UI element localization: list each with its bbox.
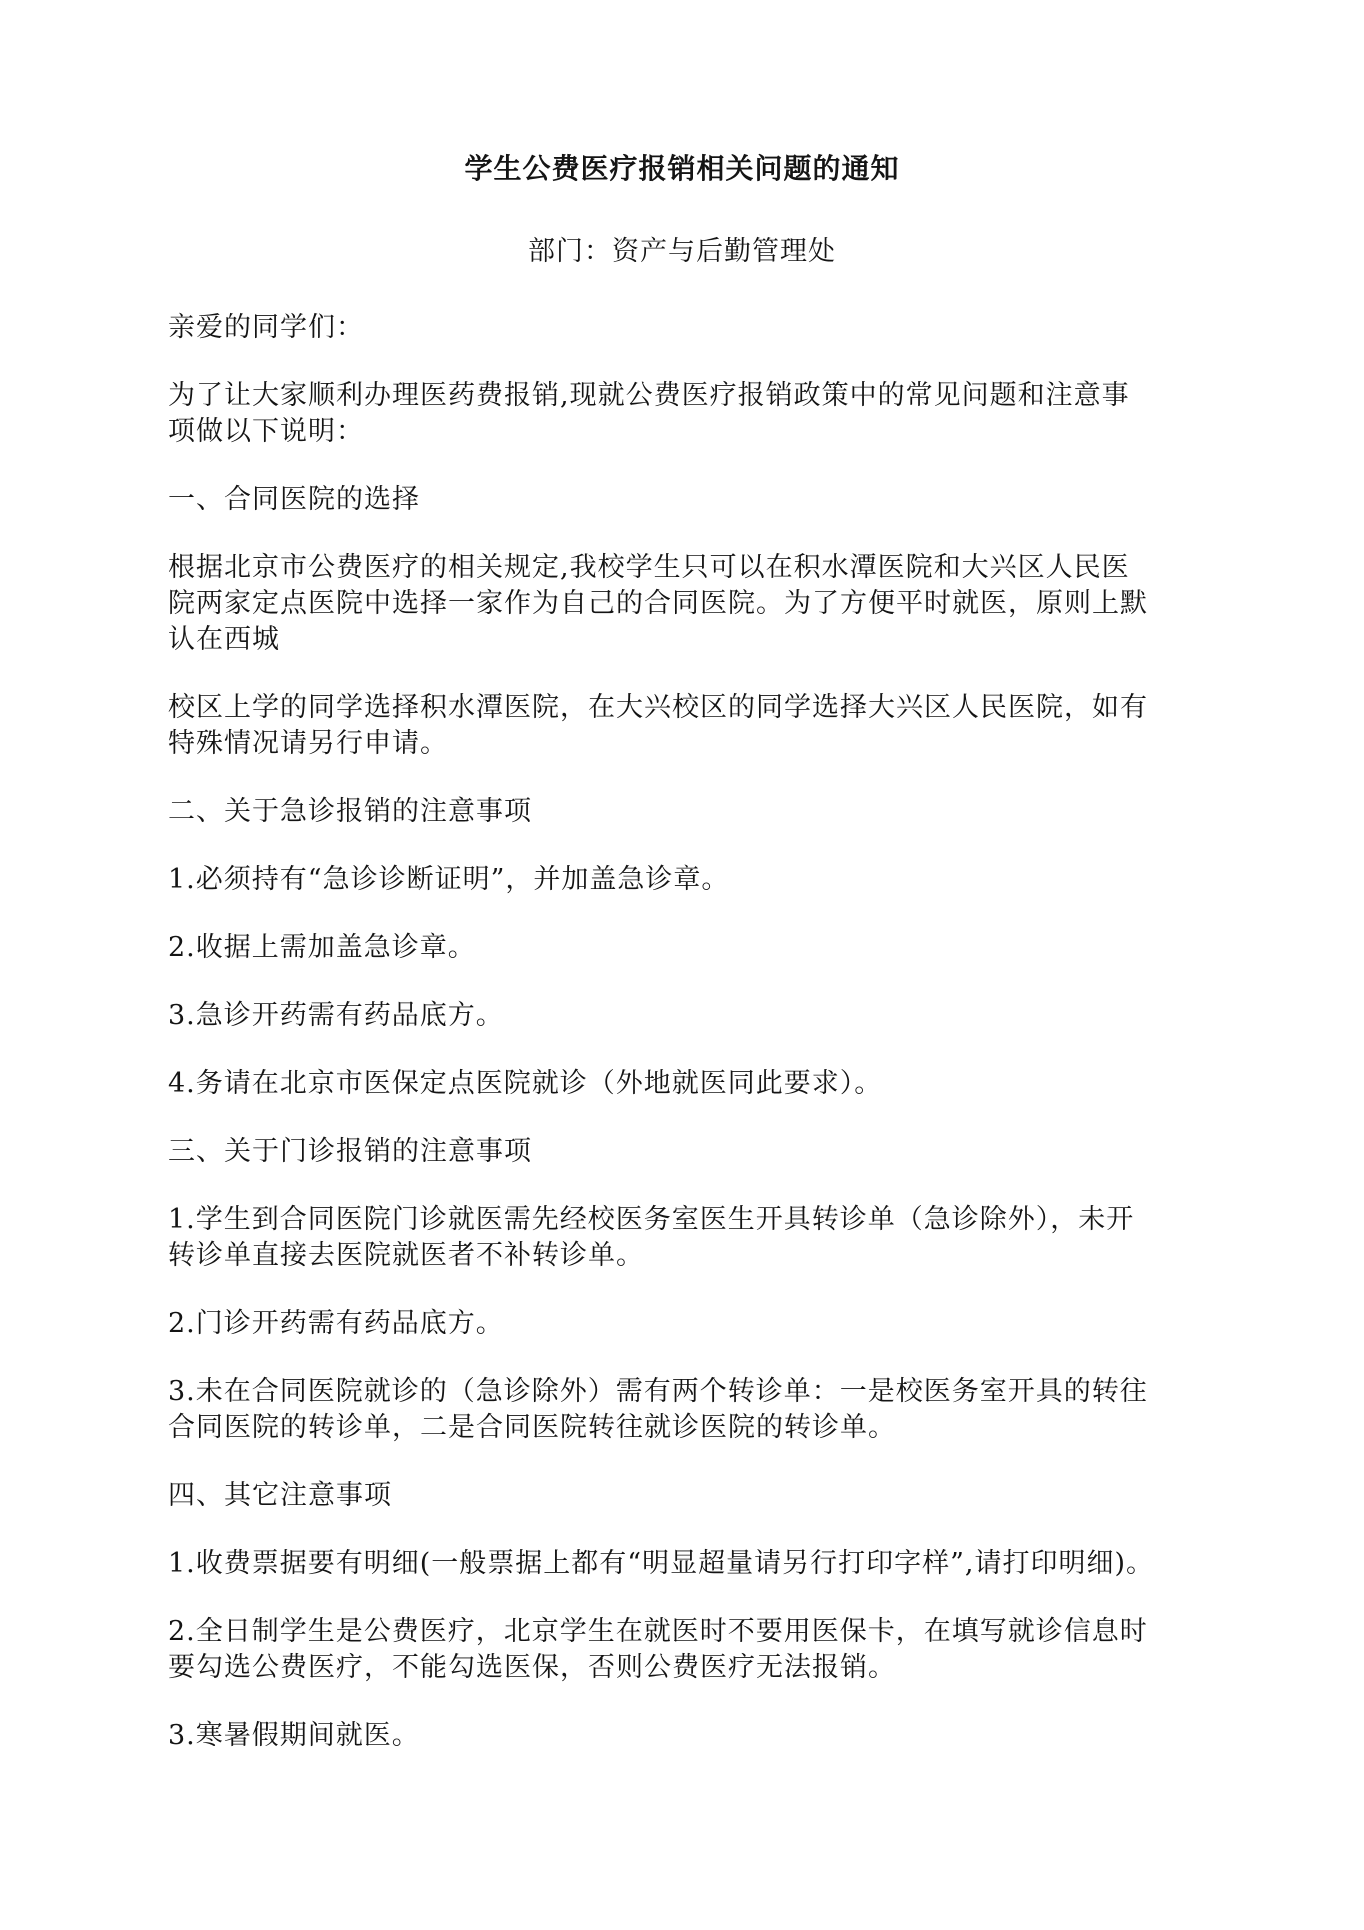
- text-line: 二、关于急诊报销的注意事项: [168, 796, 532, 827]
- paragraph: [168, 1306, 1196, 1342]
- text-line: 要勾选公费医疗，不能勾选医保，否则公费医疗无法报销。: [168, 1652, 896, 1683]
- paragraph: [168, 1066, 1196, 1102]
- text-line: 项做以下说明：: [168, 416, 364, 447]
- text-line: 院两家定点医院中选择一家作为自己的合同医院。为了方便平时就医，原则上默: [168, 588, 1148, 619]
- paragraph: [168, 1478, 1196, 1514]
- text-line: 三、关于门诊报销的注意事项: [168, 1136, 532, 1167]
- text-line: 1.必须持有“急诊诊断证明”，并加盖急诊章。: [168, 864, 730, 895]
- text-line: 3.寒暑假期间就医。: [168, 1720, 420, 1751]
- document-title: 学生公费医疗报销相关问题的通知: [464, 152, 900, 185]
- text-line: 校区上学的同学选择积水潭医院，在大兴校区的同学选择大兴区人民医院，如有: [168, 692, 1148, 723]
- text-line: 2.收据上需加盖急诊章。: [168, 932, 476, 963]
- document-subtitle: 部门：资产与后勤管理处: [528, 236, 836, 267]
- text-line: 3.急诊开药需有药品底方。: [168, 1000, 504, 1031]
- text-line: 根据北京市公费医疗的相关规定,我校学生只可以在积水潭医院和大兴区人民医: [168, 552, 1130, 583]
- paragraph: [168, 1374, 1196, 1446]
- text-line: 认在西城: [168, 624, 280, 655]
- text-line: 一、合同医院的选择: [168, 484, 420, 515]
- paragraph: [168, 1614, 1196, 1686]
- text-line: 特殊情况请另行申请。: [168, 728, 448, 759]
- text-line: 为了让大家顺利办理医药费报销,现就公费医疗报销政策中的常见问题和注意事: [168, 380, 1130, 411]
- document-body: [168, 310, 1196, 1754]
- paragraph: [168, 862, 1196, 898]
- text-line: 1.学生到合同医院门诊就医需先经校医务室医生开具转诊单（急诊除外），未开: [168, 1204, 1135, 1235]
- text-line: 2.全日制学生是公费医疗，北京学生在就医时不要用医保卡，在填写就诊信息时: [168, 1616, 1148, 1647]
- paragraph: [168, 1546, 1196, 1582]
- text-line: 3.未在合同医院就诊的（急诊除外）需有两个转诊单：一是校医务室开具的转往: [168, 1376, 1148, 1407]
- paragraph: [168, 310, 1196, 346]
- text-line: 合同医院的转诊单，二是合同医院转往就诊医院的转诊单。: [168, 1412, 896, 1443]
- paragraph: [168, 1202, 1196, 1274]
- text-line: 1.收费票据要有明细(一般票据上都有“明显超量请另行打印字样”,请打印明细)。: [168, 1548, 1155, 1579]
- paragraph: [168, 1134, 1196, 1170]
- paragraph: [168, 1718, 1196, 1754]
- text-line: 亲爱的同学们：: [168, 312, 364, 343]
- text-line: 2.门诊开药需有药品底方。: [168, 1308, 504, 1339]
- paragraph: [168, 794, 1196, 830]
- paragraph: [168, 378, 1196, 450]
- text-line: 四、其它注意事项: [168, 1480, 392, 1511]
- text-line: 转诊单直接去医院就医者不补转诊单。: [168, 1240, 644, 1271]
- text-line: 4.务请在北京市医保定点医院就诊（外地就医同此要求）。: [168, 1068, 883, 1099]
- paragraph: [168, 482, 1196, 518]
- paragraph: [168, 998, 1196, 1034]
- paragraph: [168, 550, 1196, 658]
- paragraph: [168, 930, 1196, 966]
- paragraph: [168, 690, 1196, 762]
